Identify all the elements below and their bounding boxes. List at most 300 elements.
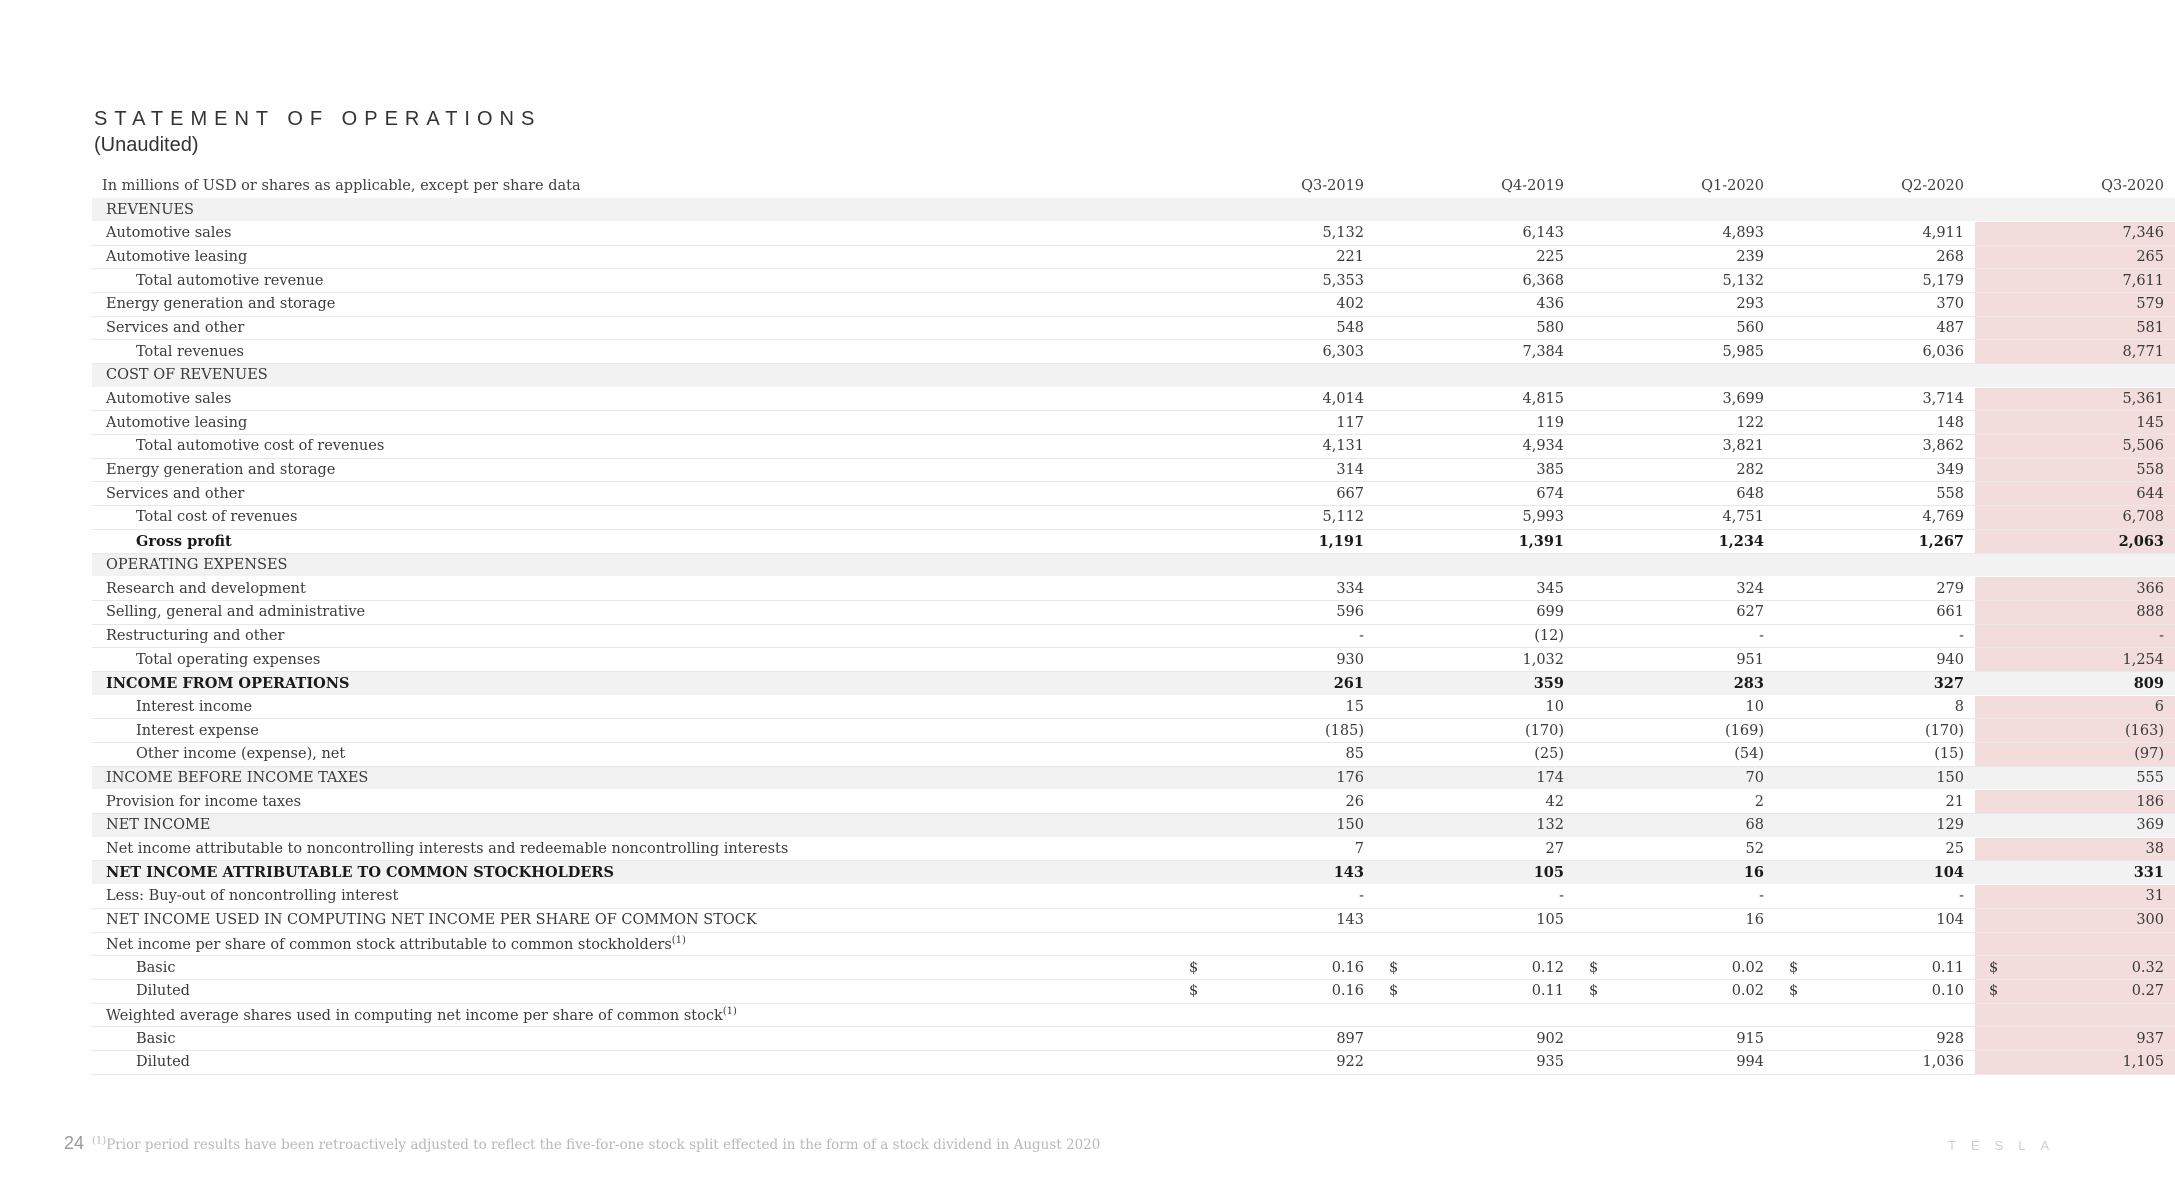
cell-value-text: (54) (1734, 746, 1764, 763)
cell-value (1575, 221, 1775, 245)
table-row (92, 1050, 2175, 1074)
cell-value-text: 4,934 (1522, 438, 1564, 455)
cell-value (1575, 482, 1775, 506)
table-row (92, 553, 2175, 577)
cell-value-text: - (1759, 888, 1764, 905)
row-label-text: Diluted (136, 983, 190, 1000)
cell-value (1775, 1027, 1975, 1051)
cell-value-text: (170) (1925, 722, 1964, 739)
cell-value (1975, 1027, 2175, 1051)
cell-value-text: 105 (1536, 912, 1564, 929)
cell-value-text: 282 (1736, 462, 1764, 479)
cell-value-text: 8,771 (2122, 343, 2164, 360)
cell-value (1775, 932, 1975, 956)
currency-symbol: $ (1389, 983, 1399, 1000)
cell-value-text: - (1359, 627, 1364, 644)
cell-value (1775, 814, 1975, 838)
table-row (92, 861, 2175, 885)
cell-value-text: (169) (1725, 722, 1764, 739)
cell-value (1975, 411, 2175, 435)
row-label (92, 292, 1175, 316)
cell-value (1975, 695, 2175, 719)
currency-symbol: $ (1989, 983, 1999, 1000)
cell-value (1375, 979, 1575, 1003)
cell-value-text: 1,391 (1518, 532, 1564, 550)
row-label (92, 719, 1175, 743)
cell-value (1575, 364, 1775, 388)
cell-value-text: - (1959, 627, 1964, 644)
cell-value-text: 1,032 (1522, 651, 1564, 668)
cell-value-text: 922 (1336, 1054, 1364, 1071)
cell-value-text: 176 (1336, 770, 1364, 787)
cell-value-text: (25) (1534, 746, 1564, 763)
footnote-text: Prior period results have been retroactively adjusted to reflect the five-for-one stock split effected in the form of a stock dividend in August 2020 (106, 1137, 1101, 1153)
row-label-text: Total automotive cost of revenues (136, 438, 385, 455)
cell-value (1375, 506, 1575, 530)
table-row (92, 340, 2175, 364)
row-label (92, 695, 1175, 719)
cell-value (1375, 600, 1575, 624)
cell-value (1975, 458, 2175, 482)
page-subtitle: (Unaudited) (94, 134, 199, 156)
row-label (92, 979, 1175, 1003)
cell-value (1975, 908, 2175, 932)
cell-value (1975, 577, 2175, 601)
cell-value-text: 150 (1336, 817, 1364, 834)
row-label-text: Basic (136, 959, 176, 976)
row-label (92, 506, 1175, 530)
cell-value-text: 937 (2136, 1030, 2164, 1047)
cell-value (1975, 743, 2175, 767)
cell-value-text: 402 (1336, 296, 1364, 313)
row-label-text: Automotive leasing (106, 248, 248, 265)
cell-value-text: (170) (1525, 722, 1564, 739)
cell-value-text: 6,368 (1522, 272, 1564, 289)
cell-value (1175, 1003, 1375, 1027)
cell-value (1975, 861, 2175, 885)
cell-value (1375, 269, 1575, 293)
cell-value (1775, 885, 1975, 909)
cell-value (1575, 529, 1775, 553)
row-label-text: NET INCOME ATTRIBUTABLE TO COMMON STOCKHOLDERS (106, 864, 614, 882)
cell-value-text: 5,985 (1722, 343, 1764, 360)
cell-value (1975, 766, 2175, 790)
row-label-text: Services and other (106, 485, 245, 502)
cell-value (1775, 458, 1975, 482)
row-label-text: Interest income (136, 698, 253, 715)
cell-value (1575, 671, 1775, 695)
cell-value (1375, 411, 1575, 435)
cell-value-text: 4,769 (1922, 509, 1964, 526)
row-label (92, 743, 1175, 767)
cell-value-text: 16 (1743, 864, 1764, 882)
cell-value-text: - (1359, 888, 1364, 905)
cell-value (1975, 719, 2175, 743)
cell-value (1975, 600, 2175, 624)
cell-value-text: 38 (2145, 841, 2164, 858)
cell-value-text: 52 (1745, 841, 1764, 858)
row-label-text: Total revenues (136, 343, 244, 360)
cell-value-text: 548 (1336, 319, 1364, 336)
table-row (92, 1003, 2175, 1027)
cell-value (1775, 221, 1975, 245)
cell-value-text: 5,179 (1922, 272, 1964, 289)
table-row (92, 316, 2175, 340)
cell-value (1975, 340, 2175, 364)
table-row (92, 743, 2175, 767)
table-row (92, 956, 2175, 980)
cell-value-text: 6,036 (1922, 343, 1964, 360)
row-label-text: REVENUES (106, 201, 194, 218)
cell-value (1575, 316, 1775, 340)
cell-value (1175, 529, 1375, 553)
cell-value (1375, 814, 1575, 838)
footnote-ref: (1) (722, 1005, 737, 1017)
cell-value-text: 279 (1936, 580, 1964, 597)
cell-value (1375, 1003, 1575, 1027)
cell-value (1175, 885, 1375, 909)
row-label (92, 671, 1175, 695)
cell-value (1575, 814, 1775, 838)
cell-value (1175, 577, 1375, 601)
cell-value (1775, 506, 1975, 530)
cell-value (1375, 221, 1575, 245)
cell-value (1975, 269, 2175, 293)
cell-value (1775, 766, 1975, 790)
cell-value-text: (15) (1934, 746, 1964, 763)
cell-value-text: 261 (1333, 674, 1364, 692)
row-label-text: Restructuring and other (106, 627, 285, 644)
cell-value-text: 225 (1536, 248, 1564, 265)
cell-value-text: 143 (1336, 912, 1364, 929)
cell-value-text: 300 (2136, 912, 2164, 929)
cell-value-text: 897 (1336, 1030, 1364, 1047)
cell-value-text: 324 (1736, 580, 1764, 597)
cell-value (1775, 245, 1975, 269)
cell-value-text: 349 (1936, 462, 1964, 479)
cell-value-text: 648 (1736, 485, 1764, 502)
table-row (92, 600, 2175, 624)
row-label-text: INCOME FROM OPERATIONS (106, 674, 350, 692)
cell-value (1175, 1050, 1375, 1074)
cell-value (1375, 577, 1575, 601)
column-header-q4-2019: Q4-2019 (1375, 174, 1575, 198)
cell-value-text: 283 (1733, 674, 1764, 692)
cell-value (1175, 553, 1375, 577)
cell-value-text: (185) (1325, 722, 1364, 739)
cell-value-text: 122 (1736, 414, 1764, 431)
table-row (92, 387, 2175, 411)
cell-value (1975, 245, 2175, 269)
cell-value (1575, 885, 1775, 909)
cell-value-text: 1,191 (1318, 532, 1364, 550)
cell-value (1375, 837, 1575, 861)
cell-value (1775, 790, 1975, 814)
row-label-text: Net income per share of common stock attributable to common stockholders (106, 936, 672, 953)
row-label-text: INCOME BEFORE INCOME TAXES (106, 770, 369, 787)
cell-value-text: 143 (1333, 864, 1364, 882)
table-body (92, 198, 2175, 1074)
row-label-text: Diluted (136, 1054, 190, 1071)
cell-value (1175, 221, 1375, 245)
cell-value (1975, 885, 2175, 909)
table-row (92, 624, 2175, 648)
cell-value (1375, 435, 1575, 459)
cell-value (1575, 790, 1775, 814)
header-units-label: In millions of USD or shares as applicable, except per share data (92, 174, 1175, 198)
cell-value (1175, 482, 1375, 506)
cell-value (1775, 387, 1975, 411)
table-row (92, 814, 2175, 838)
cell-value (1375, 529, 1575, 553)
cell-value (1775, 908, 1975, 932)
column-header-q1-2020: Q1-2020 (1575, 174, 1775, 198)
cell-value (1775, 861, 1975, 885)
cell-value-text: 331 (2133, 864, 2164, 882)
cell-value-text: 4,014 (1322, 391, 1364, 408)
cell-value-text: 1,254 (2122, 651, 2164, 668)
cell-value-text: 31 (2145, 888, 2164, 905)
row-label-text: Energy generation and storage (106, 462, 336, 479)
cell-value-text: 174 (1536, 770, 1564, 787)
cell-value-text: 0.12 (1531, 959, 1564, 976)
cell-value (1775, 695, 1975, 719)
cell-value-text: 0.27 (2131, 983, 2164, 1000)
cell-value (1375, 766, 1575, 790)
cell-value (1775, 1050, 1975, 1074)
cell-value (1375, 1050, 1575, 1074)
cell-value-text: 6,303 (1322, 343, 1364, 360)
cell-value (1575, 719, 1775, 743)
cell-value (1975, 292, 2175, 316)
currency-symbol: $ (1789, 959, 1799, 976)
cell-value (1775, 600, 1975, 624)
currency-symbol: $ (1189, 959, 1199, 976)
cell-value (1975, 198, 2175, 222)
cell-value-text: 5,506 (2122, 438, 2164, 455)
cell-value (1375, 387, 1575, 411)
cell-value (1375, 648, 1575, 672)
cell-value-text: 940 (1936, 651, 1964, 668)
cell-value (1575, 932, 1775, 956)
cell-value-text: 902 (1536, 1030, 1564, 1047)
cell-value-text: 105 (1533, 864, 1564, 882)
cell-value (1975, 506, 2175, 530)
currency-symbol: $ (1389, 959, 1399, 976)
cell-value-text: 7,611 (2122, 272, 2164, 289)
cell-value (1375, 316, 1575, 340)
cell-value-text: 4,893 (1722, 225, 1764, 242)
cell-value (1775, 364, 1975, 388)
cell-value-text: - (1559, 888, 1564, 905)
cell-value-text: 555 (2136, 770, 2164, 787)
cell-value (1175, 387, 1375, 411)
cell-value-text: 667 (1336, 485, 1364, 502)
cell-value (1975, 553, 2175, 577)
row-label-text: NET INCOME (106, 817, 211, 834)
table-header-row (92, 174, 2175, 198)
cell-value-text: 994 (1736, 1054, 1764, 1071)
cell-value-text: 5,132 (1722, 272, 1764, 289)
cell-value (1375, 671, 1575, 695)
page-title: STATEMENT OF OPERATIONS (94, 108, 542, 130)
cell-value-text: 3,862 (1922, 438, 1964, 455)
cell-value-text: 150 (1936, 770, 1964, 787)
cell-value (1575, 340, 1775, 364)
cell-value-text: 70 (1745, 770, 1764, 787)
cell-value-text: 0.32 (2131, 959, 2164, 976)
cell-value (1375, 624, 1575, 648)
cell-value (1375, 719, 1575, 743)
cell-value (1575, 245, 1775, 269)
cell-value (1775, 435, 1975, 459)
table-row (92, 435, 2175, 459)
cell-value-text: 951 (1736, 651, 1764, 668)
cell-value (1175, 269, 1375, 293)
cell-value (1175, 340, 1375, 364)
row-label-text: COST OF REVENUES (106, 367, 268, 384)
cell-value (1175, 743, 1375, 767)
cell-value-text: 42 (1545, 793, 1564, 810)
cell-value-text: 7,346 (2122, 225, 2164, 242)
row-label-text: Energy generation and storage (106, 296, 336, 313)
column-header-q3-2019: Q3-2019 (1175, 174, 1375, 198)
cell-value (1575, 861, 1775, 885)
cell-value-text: 117 (1336, 414, 1364, 431)
cell-value (1175, 245, 1375, 269)
cell-value-text: 0.16 (1331, 959, 1364, 976)
cell-value-text: 366 (2136, 580, 2164, 597)
cell-value (1575, 1027, 1775, 1051)
cell-value (1975, 837, 2175, 861)
cell-value-text: 0.10 (1931, 983, 1964, 1000)
cell-value (1975, 671, 2175, 695)
cell-value-text: 0.11 (1531, 983, 1564, 1000)
cell-value-text: (97) (2134, 746, 2164, 763)
cell-value (1575, 1050, 1775, 1074)
row-label (92, 766, 1175, 790)
cell-value-text: 345 (1536, 580, 1564, 597)
cell-value (1175, 198, 1375, 222)
cell-value (1175, 837, 1375, 861)
row-label-text: Research and development (106, 580, 306, 597)
table-row (92, 411, 2175, 435)
cell-value (1975, 956, 2175, 980)
cell-value (1975, 221, 2175, 245)
cell-value (1575, 648, 1775, 672)
cell-value (1975, 435, 2175, 459)
currency-symbol: $ (1789, 983, 1799, 1000)
column-header-q2-2020: Q2-2020 (1775, 174, 1975, 198)
cell-value (1775, 269, 1975, 293)
cell-value-text: 580 (1536, 319, 1564, 336)
row-label-text: Other income (expense), net (136, 746, 346, 763)
cell-value-text: (12) (1534, 627, 1564, 644)
cell-value-text: 132 (1536, 817, 1564, 834)
column-header-q3-2020: Q3-2020 (1975, 174, 2175, 198)
cell-value-text: 436 (1536, 296, 1564, 313)
cell-value (1175, 861, 1375, 885)
cell-value (1375, 695, 1575, 719)
row-label-text: Provision for income taxes (106, 793, 302, 810)
row-label-text: Weighted average shares used in computing net income per share of common stock (106, 1007, 723, 1024)
cell-value (1175, 719, 1375, 743)
cell-value (1575, 269, 1775, 293)
cell-value-text: 2,063 (2118, 532, 2164, 550)
cell-value (1175, 458, 1375, 482)
cell-value-text: 385 (1536, 462, 1564, 479)
cell-value (1775, 648, 1975, 672)
cell-value-text: 935 (1536, 1054, 1564, 1071)
table-row (92, 1027, 2175, 1051)
cell-value (1975, 1050, 2175, 1074)
row-label (92, 861, 1175, 885)
tesla-logo: TESLA (1948, 1138, 2065, 1153)
cell-value-text: 145 (2136, 414, 2164, 431)
cell-value-text: 699 (1536, 604, 1564, 621)
cell-value-text: 6,708 (2122, 509, 2164, 526)
cell-value (1775, 340, 1975, 364)
row-label (92, 340, 1175, 364)
cell-value (1775, 529, 1975, 553)
cell-value-text: 85 (1345, 746, 1364, 763)
cell-value-text: 1,036 (1922, 1054, 1964, 1071)
table-row (92, 790, 2175, 814)
cell-value (1575, 600, 1775, 624)
cell-value-text: - (1759, 627, 1764, 644)
table-row (92, 221, 2175, 245)
cell-value (1975, 932, 2175, 956)
cell-value-text: 3,821 (1722, 438, 1764, 455)
row-label-text: Less: Buy-out of noncontrolling interest (106, 888, 399, 905)
cell-value (1175, 956, 1375, 980)
cell-value-text: 2 (1754, 793, 1764, 810)
cell-value-text: 644 (2136, 485, 2164, 502)
cell-value-text: 10 (1745, 698, 1764, 715)
cell-value (1775, 411, 1975, 435)
table-row (92, 269, 2175, 293)
cell-value-text: 293 (1736, 296, 1764, 313)
currency-symbol: $ (1589, 983, 1599, 1000)
cell-value (1375, 885, 1575, 909)
cell-value (1775, 743, 1975, 767)
cell-value (1375, 553, 1575, 577)
row-label-text: NET INCOME USED IN COMPUTING NET INCOME PER SHARE OF COMMON STOCK (106, 912, 757, 929)
row-label (92, 482, 1175, 506)
cell-value-text: 487 (1936, 319, 1964, 336)
cell-value (1975, 814, 2175, 838)
table-row (92, 245, 2175, 269)
cell-value (1375, 956, 1575, 980)
cell-value (1775, 956, 1975, 980)
cell-value (1775, 577, 1975, 601)
cell-value (1375, 482, 1575, 506)
row-label (92, 1003, 1175, 1027)
cell-value (1175, 624, 1375, 648)
cell-value-text: 370 (1936, 296, 1964, 313)
cell-value-text: 581 (2136, 319, 2164, 336)
row-label-text: Total automotive revenue (136, 272, 324, 289)
row-label (92, 648, 1175, 672)
cell-value (1575, 458, 1775, 482)
cell-value-text: 148 (1936, 414, 1964, 431)
cell-value (1175, 1027, 1375, 1051)
cell-value-text: 334 (1336, 580, 1364, 597)
cell-value-text: 119 (1536, 414, 1564, 431)
cell-value-text: 0.02 (1731, 959, 1764, 976)
cell-value (1375, 364, 1575, 388)
cell-value-text: 0.16 (1331, 983, 1364, 1000)
